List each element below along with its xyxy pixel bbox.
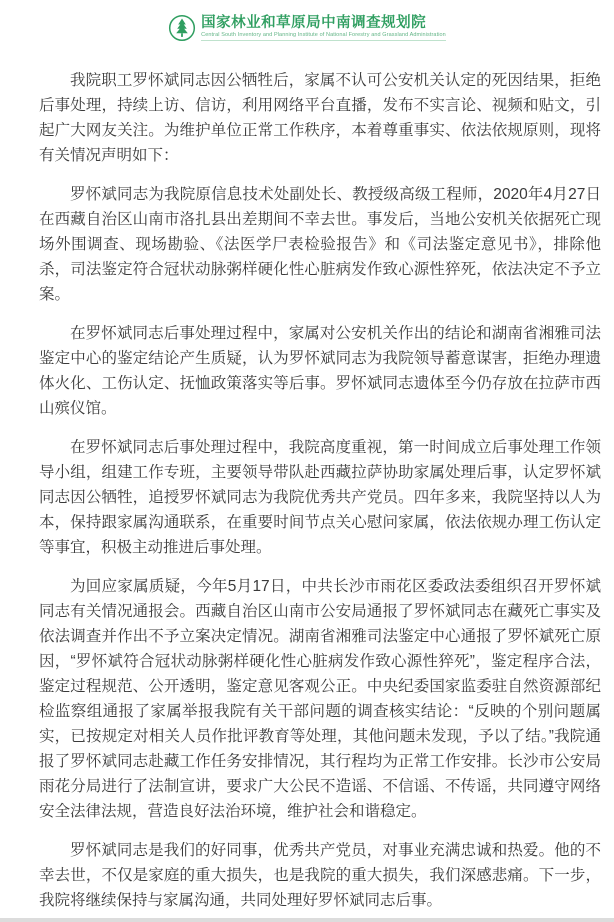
org-header <box>0 0 614 42</box>
org-header-inner <box>168 14 446 42</box>
statement-paragraph-5: 为回应家属质疑，今年5月17日，中共长沙市雨花区委政法委组织召开罗怀斌同志有关情况通报会。西藏自治区山南市公安局通报了罗怀斌同志在藏死亡事实及依法调查并作出不予立案决定情况。湖南省湘雅司法鉴定中心通报了罗怀斌死亡原因，“罗怀斌符合冠状动脉粥样硬化性心脏病发作致心源性猝死”，鉴定程序合法，鉴定过程规范、公开透明，鉴定意见客观公正。中央纪委国家监委驻自然资源部纪检监察组通报了家属举报我院有关干部问题的调查核实结论：“反映的个别问题属实，已按规定对相关人员作批评教育等处理，其他问题未发现，予以了结。”我院通报了罗怀斌同志赴藏工作任务安排情况，其行程均为正常工作安排。长沙市公安局雨花分局进行了法制宣讲，要求广大公民不造谣、不信谣、不传谣，共同遵守网络安全法律法规，营造良好法治环境，维护社会和谐稳定。 <box>39 578 601 820</box>
org-title-block <box>201 15 446 41</box>
tree-in-circle-icon <box>168 14 196 42</box>
statement-paragraph-3: 在罗怀斌同志后事处理过程中，家属对公安机关作出的结论和湖南省湘雅司法鉴定中心的鉴定结论产生质疑，认为罗怀斌同志为我院领导蓄意谋害，拒绝办理遗体火化、工伤认定、抚恤政策落实等后事。罗怀斌同志遗体至今仍存放在拉萨市西山殡仪馆。 <box>39 325 601 417</box>
org-subtitle: Central South Inventory and Planning Institute of National Forestry and Grassland Administration <box>201 32 446 41</box>
statement-paragraph-1: 我院职工罗怀斌同志因公牺牲后，家属不认可公安机关认定的死因结果，拒绝后事处理，持续上访、信访，利用网络平台直播，发布不实言论、视频和贴文，引起广大网友关注。为维护单位正常工作秩序，本着尊重事实、依法依规原则，现将有关情况声明如下： <box>39 72 601 164</box>
statement-paragraph-2: 罗怀斌同志为我院原信息技术处副处长、教授级高级工程师，2020年4月27日在西藏自治区山南市洛扎县出差期间不幸去世。事发后，当地公安机关依据死亡现场外围调查、现场勘验、《法医学尸表检验报告》和《司法鉴定意见书》，排除他杀，司法鉴定符合冠状动脉粥样硬化性心脏病发作致心源性猝死，依法决定不予立案。 <box>39 186 601 303</box>
statement-body <box>39 68 601 913</box>
org-title: 国家林业和草原局中南调查规划院 <box>201 15 427 31</box>
statement-paragraph-6: 罗怀斌同志是我们的好同事，优秀共产党员，对事业充满忠诚和热爱。他的不幸去世，不仅是家庭的重大损失，也是我院的重大损失，我们深感悲痛。下一步，我院将继续保持与家属沟通，共同处理好罗怀斌同志后事。 <box>39 842 601 909</box>
page-bottom-edge <box>0 918 614 922</box>
statement-paragraph-4: 在罗怀斌同志后事处理过程中，我院高度重视，第一时间成立后事处理工作领导小组，组建工作专班，主要领导带队赴西藏拉萨协助家属处理后事，认定罗怀斌同志因公牺牲，追授罗怀斌同志为我院优秀共产党员。四年多来，我院坚持以人为本，保持跟家属沟通联系，在重要时间节点关心慰问家属，依法依规办理工伤认定等事宜，积极主动推进后事处理。 <box>39 439 601 556</box>
